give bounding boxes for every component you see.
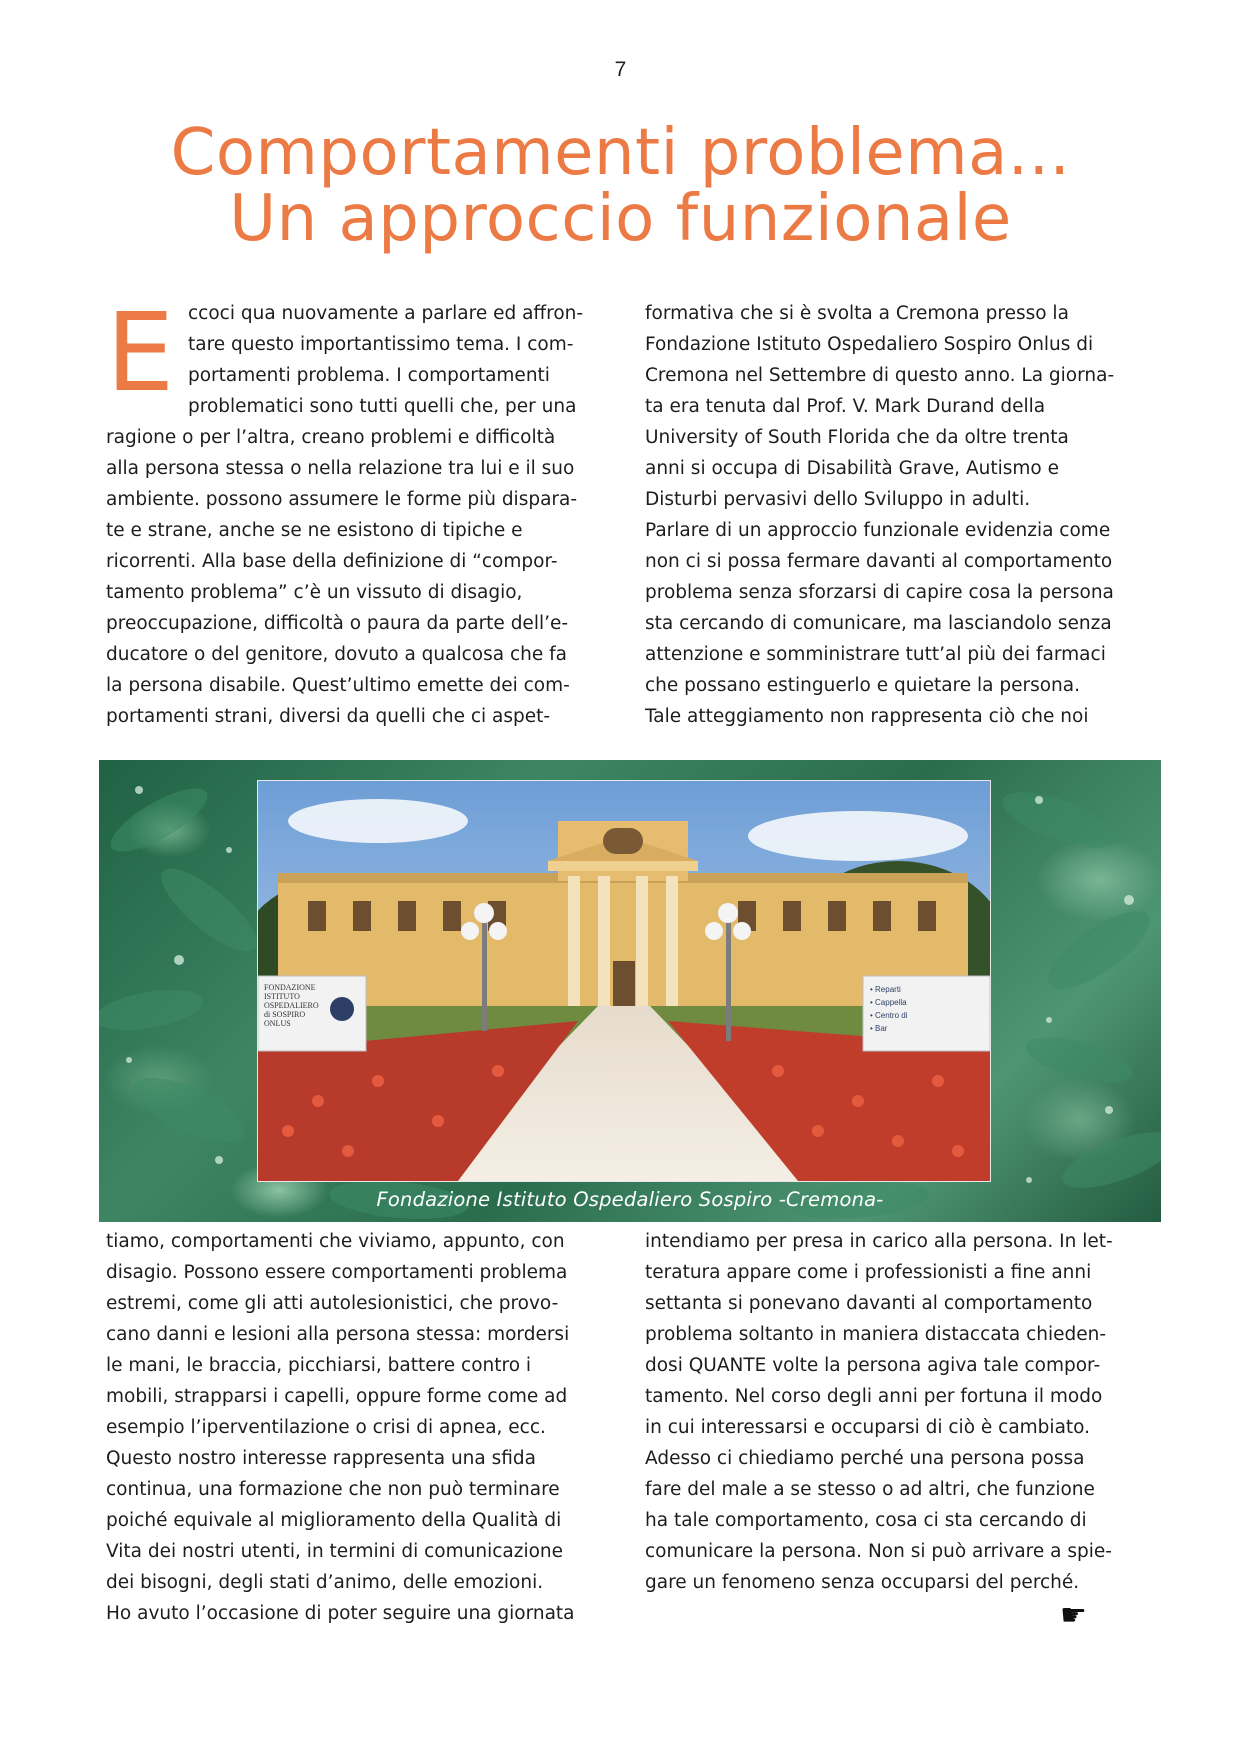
paragraph xyxy=(645,298,1165,732)
text-line: sta cercando di comunicare, ma lasciandolo senza xyxy=(645,613,1112,634)
text-line: ambiente. possono assumere le forme più dispara- xyxy=(106,489,578,510)
text-line: le mani, le braccia, picchiarsi, battere contro i xyxy=(106,1355,532,1376)
text-line: Parlare di un approccio funzionale evidenzia come xyxy=(645,520,1111,541)
left-sign-text xyxy=(264,983,334,1028)
photo-caption: Fondazione Istituto Ospedaliero Sospiro -Cremona- xyxy=(376,1188,884,1211)
sign-line: FONDAZIONE xyxy=(264,983,316,992)
title-line-1: Comportamenti problema... xyxy=(170,116,1071,190)
sign-line: ISTITUTO xyxy=(264,992,300,1001)
sign-line: • Bar xyxy=(870,1024,888,1033)
text-line: ducatore o del genitore, dovuto a qualcosa che fa xyxy=(106,644,567,665)
building-photo xyxy=(257,780,991,1182)
right-sign-text xyxy=(870,983,980,1035)
text-line: esempio l’iperventilazione o crisi di apnea, ecc. xyxy=(106,1417,546,1438)
text-line: anni si occupa di Disabilità Grave, Autismo e xyxy=(645,458,1059,479)
text-line: Cremona nel Settembre di questo anno. La giorna- xyxy=(645,365,1115,386)
text-line: problema soltanto in maniera distaccata chieden- xyxy=(645,1324,1107,1345)
text-line: problema senza sforzarsi di capire cosa la persona xyxy=(645,582,1114,603)
building-illustration xyxy=(258,781,990,1181)
text-line: ha tale comportamento, cosa ci sta cercando di xyxy=(645,1510,1087,1531)
text-line: fare del male a se stesso o ad altri, che funzione xyxy=(645,1479,1095,1500)
text-line: settanta si ponevano davanti al comportamento xyxy=(645,1293,1093,1314)
article-title xyxy=(0,116,1241,256)
sign-line: di SOSPIRO xyxy=(264,1010,306,1019)
text-line: ricorrenti. Alla base della definizione di “compor- xyxy=(106,551,558,572)
sign-line: OSPEDALIERO xyxy=(264,1001,319,1010)
text-line: Adesso ci chiediamo perché una persona possa xyxy=(645,1448,1085,1469)
text-line: poiché equivale al miglioramento della Qualità di xyxy=(106,1510,562,1531)
text-line: tiamo, comportamenti che viviamo, appunto, con xyxy=(106,1231,565,1252)
text-line: portamenti strani, diversi da quelli che ci aspet- xyxy=(106,706,551,727)
text-line: tare questo importantissimo tema. I com- xyxy=(188,334,574,355)
text-line: che possano estinguerlo e quietare la persona. xyxy=(645,675,1080,696)
text-line: estremi, come gli atti autolesionistici, che provo- xyxy=(106,1293,559,1314)
text-line: Questo nostro interesse rappresenta una sfida xyxy=(106,1448,536,1469)
column-2-bottom xyxy=(645,1226,1165,1598)
text-line: attenzione e somministrare tutt’al più dei farmaci xyxy=(645,644,1106,665)
sign-line: • Cappella xyxy=(870,998,907,1007)
text-line: ragione o per l’altra, creano problemi e difficoltà xyxy=(106,427,556,448)
text-line: preoccupazione, difficoltà o paura da parte dell’e- xyxy=(106,613,569,634)
text-line: teratura appare come i professionisti a fine anni xyxy=(645,1262,1092,1283)
sign-line: • Reparti xyxy=(870,985,901,994)
paragraph xyxy=(645,1226,1165,1598)
text-line: portamenti problema. I comportamenti xyxy=(188,365,550,386)
text-line: Vita dei nostri utenti, in termini di comunicazione xyxy=(106,1541,564,1562)
text-line: in cui interessarsi e occuparsi di ciò è cambiato. xyxy=(645,1417,1091,1438)
text-line: tamento. Nel corso degli anni per fortuna il modo xyxy=(645,1386,1103,1407)
text-line: dosi QUANTE volte la persona agiva tale compor- xyxy=(645,1355,1101,1376)
text-line: gare un fenomeno senza occuparsi del perché. xyxy=(645,1572,1080,1593)
text-line: Disturbi pervasivi dello Sviluppo in adulti. xyxy=(645,489,1031,510)
text-line: la persona disabile. Quest’ultimo emette dei com- xyxy=(106,675,570,696)
text-line: formativa che si è svolta a Cremona presso la xyxy=(645,303,1069,324)
text-line: Tale atteggiamento non rappresenta ciò che noi xyxy=(645,706,1089,727)
continue-pointer-icon: ☛ xyxy=(1060,1598,1087,1633)
column-1-bottom xyxy=(106,1226,626,1629)
text-line: ta era tenuta dal Prof. V. Mark Durand della xyxy=(645,396,1046,417)
text-line: cano danni e lesioni alla persona stessa: mordersi xyxy=(106,1324,570,1345)
text-line: University of South Florida che da oltre trenta xyxy=(645,427,1069,448)
text-line: problematici sono tutti quelli che, per una xyxy=(188,396,577,417)
text-line: tamento problema” c’è un vissuto di disagio, xyxy=(106,582,523,603)
text-line: intendiamo per presa in carico alla persona. In let- xyxy=(645,1231,1113,1252)
text-line: te e strane, anche se ne esistono di tipiche e xyxy=(106,520,523,541)
page-number: 7 xyxy=(614,58,627,81)
paragraph xyxy=(106,1226,626,1629)
photo-frame xyxy=(99,760,1161,1222)
title-line-2: Un approccio funzionale xyxy=(229,182,1012,256)
drop-cap: E xyxy=(106,291,175,416)
text-line: alla persona stessa o nella relazione tra lui e il suo xyxy=(106,458,575,479)
column-1-top xyxy=(106,291,626,732)
column-2-top xyxy=(645,298,1165,732)
text-line: non ci si possa fermare davanti al comportamento xyxy=(645,551,1113,572)
text-line: dei bisogni, degli stati d’animo, delle emozioni. xyxy=(106,1572,544,1593)
text-line: ccoci qua nuovamente a parlare ed affron- xyxy=(188,303,584,324)
text-line: disagio. Possono essere comportamenti problema xyxy=(106,1262,568,1283)
text-line: comunicare la persona. Non si può arrivare a spie- xyxy=(645,1541,1112,1562)
text-line: Fondazione Istituto Ospedaliero Sospiro Onlus di xyxy=(645,334,1094,355)
paragraph xyxy=(106,291,626,732)
text-line: continua, una formazione che non può terminare xyxy=(106,1479,560,1500)
sign-line: ONLUS xyxy=(264,1019,291,1028)
text-line: Ho avuto l’occasione di poter seguire una giornata xyxy=(106,1603,575,1624)
sign-line: • Centro di xyxy=(870,1011,908,1020)
text-line: mobili, strapparsi i capelli, oppure forme come ad xyxy=(106,1386,568,1407)
